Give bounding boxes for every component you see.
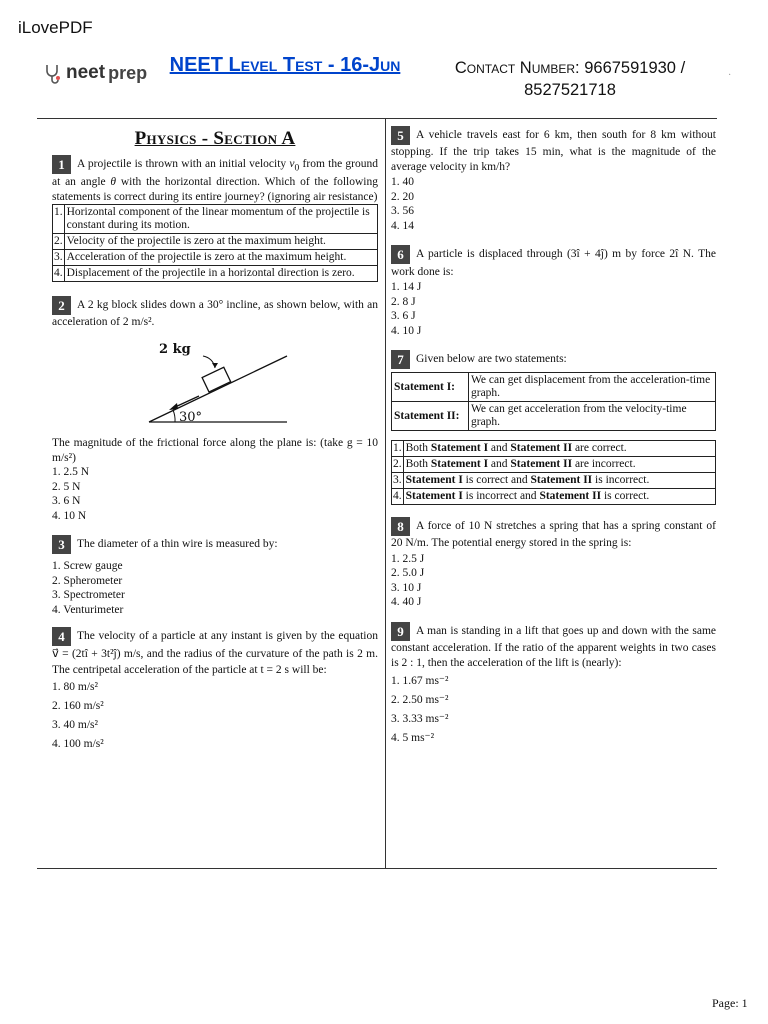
option[interactable]: 2. 20: [391, 190, 414, 203]
option[interactable]: 2. 160 m/s²: [52, 700, 104, 713]
question-7-stem: 7 Given below are two statements:: [391, 350, 716, 369]
column-divider: [385, 118, 386, 868]
watermark-text: iLovePDF: [18, 18, 93, 37]
question-6-stem: 6 A particle is displaced through (3î + 4ĵ) m by force 2î N. The work done is:: [391, 247, 716, 278]
question-number: 6: [391, 245, 410, 264]
option[interactable]: 3. 6 N: [52, 495, 81, 508]
section-title: Physics - Section A: [134, 128, 296, 149]
option[interactable]: 1. Screw gauge: [52, 560, 123, 573]
option[interactable]: 3. 3.33 ms⁻²: [391, 712, 449, 725]
option[interactable]: 4. 10 N: [52, 509, 87, 522]
question-3-stem: 3 The diameter of a thin wire is measured by:: [52, 535, 378, 554]
page-number: Page: 1: [712, 996, 748, 1010]
bottom-divider: [37, 868, 717, 869]
test-title: NEET Level Test - 16-Jun: [169, 54, 401, 76]
option[interactable]: 4. 100 m/s²: [52, 738, 104, 751]
option[interactable]: 3. 40 m/s²: [52, 719, 98, 732]
left-column: [52, 128, 378, 762]
question-2-stem: 2 A 2 kg block slides down a 30° incline, as shown below, with an acceleration of 2 m/s².: [52, 298, 378, 329]
option[interactable]: 1. 2.5 J: [391, 552, 425, 565]
option[interactable]: 3. Spectrometer: [52, 589, 125, 602]
figure-angle-label: 30°: [179, 409, 203, 425]
question-1-options-table: [52, 204, 378, 282]
table-row: 4. Displacement of the projectile in a horizontal direction is zero.: [53, 266, 378, 282]
option[interactable]: 2. 8 J: [391, 295, 416, 308]
option[interactable]: 1. 1.67 ms⁻²: [391, 674, 449, 687]
table-row: Statement II: We can get acceleration from the velocity-time graph.: [392, 402, 716, 431]
question-8-stem: 8 A force of 10 N stretches a spring that has a spring constant of 20 N/m. The potential energy stored in the spring is:: [391, 519, 716, 549]
question-8: [391, 517, 716, 610]
table-row[interactable]: 4. Statement I is incorrect and Statement II is correct.: [392, 489, 716, 505]
table-row: Statement I: We can get displacement from the acceleration-time graph.: [392, 373, 716, 402]
option[interactable]: 1. 40: [391, 176, 414, 188]
contact-label: Contact Number:: [454, 59, 580, 77]
question-number: 2: [52, 296, 71, 315]
question-4: [52, 627, 378, 754]
question-6-options: [391, 280, 716, 338]
option[interactable]: 3. 56: [391, 205, 414, 217]
contact-info: [430, 57, 710, 101]
question-3: [52, 535, 378, 617]
question-number: 7: [391, 350, 410, 369]
option[interactable]: 4. 10 J: [391, 324, 422, 337]
option[interactable]: 3. 10 J: [391, 581, 422, 594]
question-number: 1: [52, 155, 71, 174]
question-1: [52, 155, 378, 283]
question-number: 8: [391, 517, 410, 536]
logo-prep: prep: [108, 62, 148, 83]
question-7: [391, 350, 716, 505]
logo-neet: neet: [66, 62, 106, 83]
incline-figure: [147, 336, 297, 426]
option[interactable]: 2. 2.50 ms⁻²: [391, 693, 449, 706]
option[interactable]: 2. 5.0 J: [391, 567, 425, 579]
question-3-options: [52, 559, 378, 617]
question-2-stem-2: The magnitude of the frictional force along the plane is: (take g = 10 m/s²): [52, 437, 378, 464]
decorative-dot: ·: [728, 70, 732, 81]
question-9: [391, 622, 716, 748]
question-6: [391, 245, 716, 338]
option[interactable]: 2. Spherometer: [52, 574, 123, 587]
right-column: [391, 126, 716, 756]
table-row[interactable]: 1. Both Statement I and Statement II are correct.: [392, 441, 716, 457]
table-row: 1. Horizontal component of the linear momentum of the projectile is constant during its motion.: [53, 205, 378, 234]
question-2-options: [52, 465, 378, 523]
question-9-options: [391, 672, 716, 748]
option[interactable]: 2. 5 N: [52, 480, 81, 493]
table-row: 2. Velocity of the projectile is zero at the maximum height.: [53, 234, 378, 250]
option[interactable]: 4. 5 ms⁻²: [391, 731, 435, 744]
question-9-stem: 9 A man is standing in a lift that goes up and down with the same constant acceleration. If the ratio of the apparent weights in two cases is 2 : 1, then the acceleration of the lift is (nearly):: [391, 623, 716, 669]
question-5-options: [391, 175, 716, 233]
option[interactable]: 1. 14 J: [391, 281, 422, 293]
question-number: 3: [52, 535, 71, 554]
top-divider: [37, 118, 717, 119]
table-row[interactable]: 3. Statement I is correct and Statement II is incorrect.: [392, 473, 716, 489]
figure-mass-label: 2 kg: [159, 341, 191, 357]
question-number: 9: [391, 622, 410, 641]
table-row[interactable]: 2. Both Statement I and Statement II are incorrect.: [392, 457, 716, 473]
option[interactable]: 1. 2.5 N: [52, 466, 90, 479]
question-5-stem: 5 A vehicle travels east for 6 km, then south for 8 km without stopping. If the trip takes 15 min, what is the magnitude of the average velocity in km/h?: [391, 128, 716, 173]
question-2: [52, 296, 378, 523]
option[interactable]: 4. Venturimeter: [52, 603, 124, 616]
question-1-stem: 1 A projectile is thrown with an initial velocity $v_0$ from the ground at an angle θ with the horizontal direction. Which of the following statements is correct during its entire journey? (ignoring air resistance): [52, 156, 379, 203]
stethoscope-icon: [42, 62, 64, 84]
statements-table: [391, 372, 716, 431]
neetprep-logo: [42, 62, 147, 84]
question-5: [391, 126, 716, 233]
contact-value-1: 9667591930 /: [584, 59, 686, 77]
option[interactable]: 1. 80 m/s²: [52, 681, 98, 694]
table-row: 3. Acceleration of the projectile is zero at the maximum height.: [53, 250, 378, 266]
question-7-options-table: [391, 440, 716, 505]
question-4-stem: 4 The velocity of a particle at any instant is given by the equation v⃗ = (2tî + 3t²ĵ) m/s, and the radius of the curvature of the path is 2 m. The centripetal acceleration of the particle at t = 2 s will be:: [52, 629, 378, 677]
question-number: 5: [391, 126, 410, 145]
question-8-options: [391, 552, 716, 610]
question-number: 4: [52, 627, 71, 646]
option[interactable]: 3. 6 J: [391, 310, 416, 322]
contact-value-2: 8527521718: [524, 81, 616, 99]
option[interactable]: 4. 40 J: [391, 596, 422, 608]
option[interactable]: 4. 14: [391, 219, 414, 232]
question-4-options: [52, 678, 378, 754]
